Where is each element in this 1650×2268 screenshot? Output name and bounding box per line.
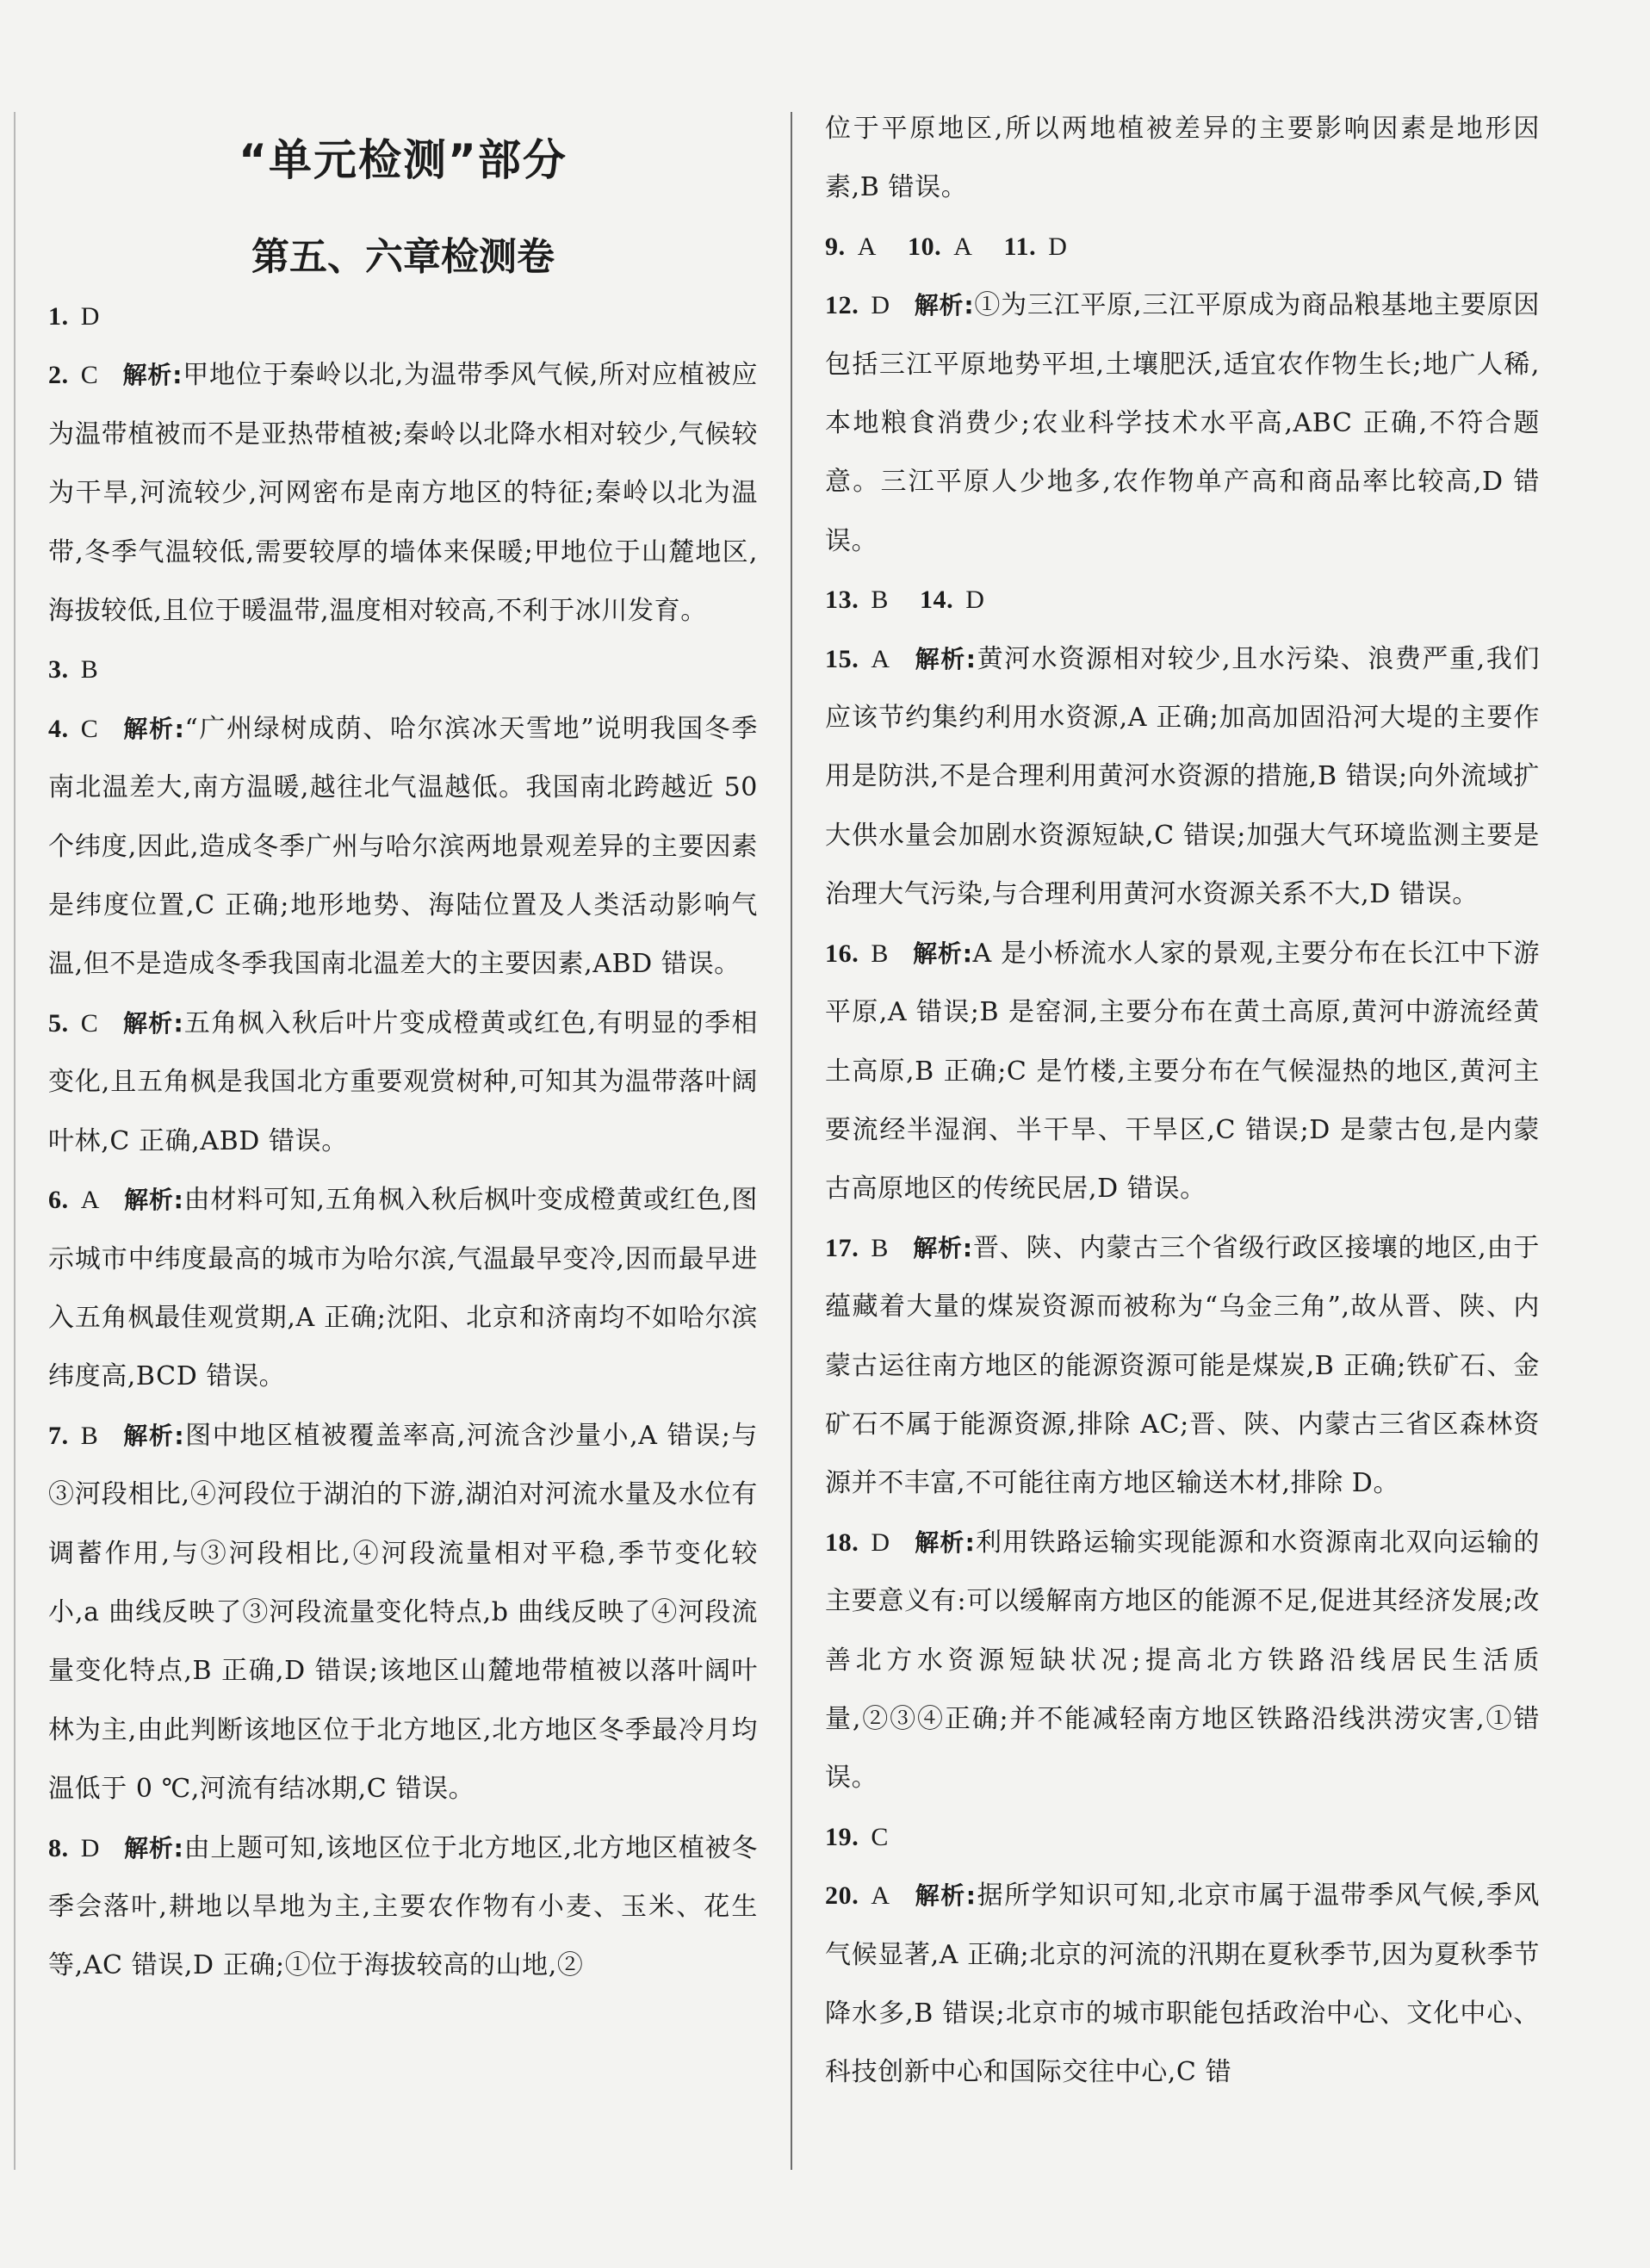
answer-letter: C <box>80 714 99 743</box>
explanation-label: 解析: <box>912 1233 973 1262</box>
answer-item <box>825 1808 1540 1867</box>
answer-item <box>825 1219 1540 1514</box>
question-number: 4. <box>48 714 69 743</box>
answer-letter: D <box>965 586 985 615</box>
answer-pair <box>825 218 877 276</box>
explanation-label: 解析: <box>123 1833 184 1862</box>
answer-letter: B <box>871 1233 889 1262</box>
answer-item <box>825 630 1540 925</box>
answer-letter: C <box>80 1008 99 1038</box>
answer-letter: A <box>953 232 973 261</box>
answer-pair <box>908 218 973 276</box>
answer-item <box>825 218 1540 276</box>
answer-letter: B <box>871 939 889 968</box>
explanation-text: “广州绿树成荫、哈尔滨冰天雪地”说明我国冬季南北温差大,南方温暖,越往北气温越低。我国南北跨越近 50 个纬度,因此,造成冬季广州与哈尔滨两地景观差异的主要因素是纬度位置,C 正确;地形地势、海陆位置及人类活动影响气温,但不是造成冬季我国南北温差大的主要因素,ABD 错误。 <box>48 713 759 980</box>
answer-item <box>825 925 1540 1219</box>
explanation-label: 解析: <box>914 1527 976 1557</box>
answer-item <box>825 571 1540 629</box>
question-number: 7. <box>48 1421 69 1450</box>
answer-letter: A <box>857 232 877 261</box>
answer-item <box>48 1407 758 1819</box>
answer-letter: B <box>871 586 889 615</box>
left-column <box>48 0 758 1996</box>
answer-item <box>48 1171 758 1407</box>
question-number: 3. <box>48 655 69 685</box>
answer-item <box>825 276 1540 571</box>
answer-item <box>48 641 758 699</box>
continued-text: 位于平原地区,所以两地植被差异的主要影响因素是地形因素,B 错误。 <box>825 114 1540 203</box>
question-number: 15. <box>825 644 859 673</box>
answer-letter: D <box>80 302 100 331</box>
explanation-text: 晋、陕、内蒙古三个省级行政区接壤的地区,由于蕴藏着大量的煤炭资源而被称为“乌金三角”,故从晋、陕、内蒙古运往南方地区的能源资源可能是煤炭,B 正确;铁矿石、金矿石不属于能源资源,排除 AC;晋、陕、内蒙古三省区森林资源并不丰富,不可能往南方地区输送木材,排除 D。 <box>825 1232 1540 1499</box>
answer-letter: B <box>80 655 99 685</box>
answer-item <box>48 288 758 346</box>
answer-letter: D <box>871 291 890 320</box>
answer-item <box>825 1514 1540 1808</box>
explanation-label: 解析: <box>122 1008 184 1038</box>
explanation-label: 解析: <box>914 1881 977 1911</box>
answer-letter: A <box>871 1881 890 1911</box>
answer-letter: D <box>871 1527 890 1557</box>
answer-letter: C <box>871 1822 889 1851</box>
answer-letter: A <box>80 1186 100 1215</box>
answer-item <box>48 1819 758 1996</box>
column-divider <box>791 112 792 2170</box>
explanation-text: 甲地位于秦岭以北,为温带季风气候,所对应植被应为温带植被而不是亚热带植被;秦岭以北降水相对较少,气候较为干旱,河流较少,河网密布是南方地区的特征;秦岭以北为温带,冬季气温较低,需要较厚的墙体来保暖;甲地位于山麓地区,海拔较低,且位于暖温带,温度相对较高,不利于冰川发育。 <box>48 360 758 627</box>
explanation-label: 解析: <box>122 714 185 743</box>
right-answer-list <box>825 218 1540 2103</box>
answer-letter: D <box>1048 232 1068 261</box>
explanation-label: 解析: <box>914 644 977 673</box>
explanation-text: A 是小桥流水人家的景观,主要分布在长江中下游平原,A 错误;B 是窑洞,主要分布在黄土高原,黄河中游流经黄土高原,B 正确;C 是竹楼,主要分布在气候湿热的地区,黄河主要流经半湿润、半干旱、干旱区,C 错误;D 是蒙古包,是内蒙古高原地区的传统民居,D 错误。 <box>825 938 1540 1205</box>
question-number: 2. <box>48 361 69 390</box>
chapter-title: 第五、六章检测卷 <box>251 235 555 279</box>
answer-pair <box>825 571 889 629</box>
answer-letter: C <box>80 361 99 390</box>
answer-letter: A <box>871 644 890 673</box>
left-answer-list <box>48 288 758 1996</box>
answer-pair <box>1004 218 1068 276</box>
answer-item <box>48 346 758 641</box>
question-number: 12. <box>825 291 859 320</box>
answer-pair <box>920 571 985 629</box>
question-number: 10. <box>907 232 942 261</box>
question-number: 13. <box>825 586 859 615</box>
question-number: 1. <box>48 302 69 331</box>
answer-letter: B <box>80 1421 99 1450</box>
explanation-text: 五角枫入秋后叶片变成橙黄或红色,有明显的季相变化,且五角枫是我国北方重要观赏树种,可知其为温带落叶阔叶林,C 正确,ABD 错误。 <box>48 1007 758 1156</box>
question-number: 9. <box>825 232 846 261</box>
question-number: 6. <box>48 1186 69 1215</box>
answer-item <box>48 700 758 995</box>
section-title: “单元检测”部分 <box>239 135 568 185</box>
answer-item <box>48 995 758 1171</box>
explanation-label: 解析: <box>914 291 975 320</box>
question-number: 11. <box>1003 232 1037 261</box>
explanation-text: 据所学知识可知,北京市属于温带季风气候,季风气候显著,A 正确;北京的河流的汛期在夏秋季节,因为夏秋季节降水多,B 错误;北京市的城市职能包括政治中心、文化中心、科技创新中心和国际交往中心,C 错 <box>825 1881 1540 2088</box>
question-number: 17. <box>825 1233 859 1262</box>
answer-item <box>825 1867 1540 2103</box>
question-number: 8. <box>48 1833 69 1862</box>
explanation-label: 解析: <box>122 361 183 390</box>
explanation-text: 由上题可知,该地区位于北方地区,北方地区植被冬季会落叶,耕地以旱地为主,主要农作物有小麦、玉米、花生等,AC 错误,D 正确;①位于海拔较高的山地,② <box>48 1832 759 1981</box>
explanation-text: 由材料可知,五角枫入秋后枫叶变成橙黄或红色,图示城市中纬度最高的城市为哈尔滨,气温最早变冷,因而最早进入五角枫最佳观赏期,A 正确;沈阳、北京和济南均不如哈尔滨纬度高,BCD 错误。 <box>48 1185 759 1392</box>
question-number: 18. <box>825 1527 859 1557</box>
question-number: 16. <box>825 939 859 968</box>
question-number: 5. <box>48 1008 69 1038</box>
explanation-text: 图中地区植被覆盖率高,河流含沙量小,A 错误;与③河段相比,④河段位于湖泊的下游,湖泊对河流水量及水位有调蓄作用,与③河段相比,④河段流量相对平稳,季节变化较小,a 曲线反映了③河段流量变化特点,b 曲线反映了④河段流量变化特点,B 正确,D 错误;该地区山麓地带植被以落叶阔叶林为主,由此判断该地区位于北方地区,北方地区冬季最冷月均温低于 0 ℃,河流有结冰期,C 错误。 <box>48 1420 759 1805</box>
question-number: 20. <box>825 1881 859 1911</box>
answer-letter: D <box>80 1833 100 1862</box>
explanation-label: 解析: <box>123 1186 184 1215</box>
explanation-text: 黄河水资源相对较少,且水污染、浪费严重,我们应该节约集约利用水资源,A 正确;加高加固沿河大堤的主要作用是防洪,不是合理利用黄河水资源的措施,B 错误;向外流域扩大供水量会加剧水资源短缺,C 错误;加强大气环境监测主要是治理大气污染,与合理利用黄河水资源关系不大,D 错误。 <box>825 643 1540 910</box>
explanation-label: 解析: <box>122 1421 185 1450</box>
explanation-text: ①为三江平原,三江平原成为商品粮基地主要原因包括三江平原地势平坦,土壤肥沃,适宜农作物生长;地广人稀,本地粮食消费少;农业科学技术水平高,ABC 正确,不符合题意。三江平原人少地多,农作物单产高和商品率比较高,D 错误。 <box>825 290 1540 556</box>
explanation-label: 解析: <box>912 939 973 968</box>
right-column <box>825 100 1540 2103</box>
question-number: 19. <box>825 1822 859 1851</box>
explanation-text: 利用铁路运输实现能源和水资源南北双向运输的主要意义有:可以缓解南方地区的能源不足,促进其经济发展;改善北方水资源短缺状况;提高北方铁路沿线居民生活质量,②③④正确;并不能减轻南方地区铁路沿线洪涝灾害,①错误。 <box>825 1527 1540 1794</box>
question-number: 14. <box>919 586 954 615</box>
page-edge-line <box>14 112 16 2170</box>
